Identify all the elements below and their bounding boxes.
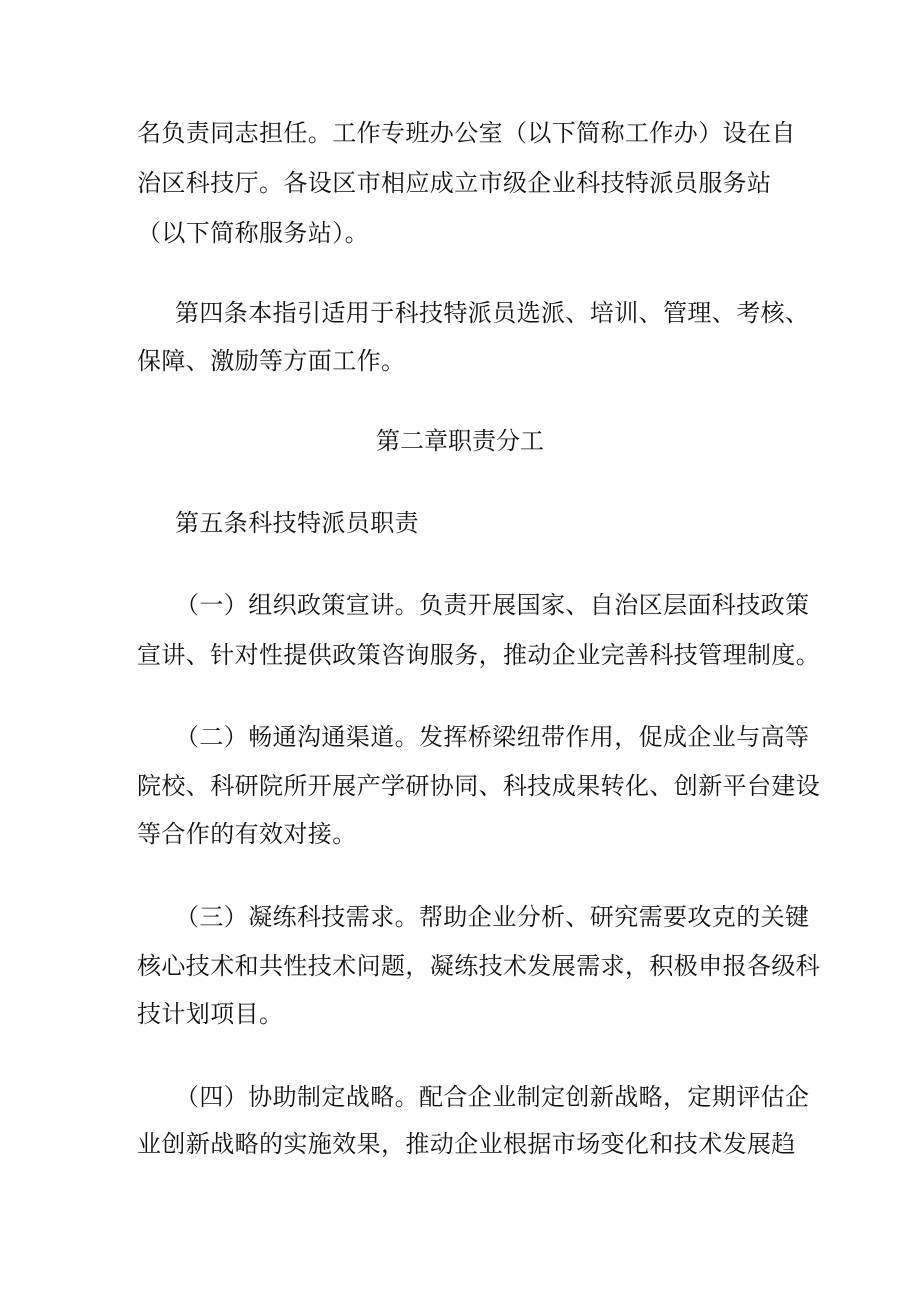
paragraph-line: 名负责同志担任。工作专班办公室（以下简称工作办）设在自: [137, 119, 796, 147]
item-2-line: 院校、科研院所开展产学研协同、科技成果转化、创新平台建设: [137, 772, 821, 800]
article-5-title: 第五条科技特派员职责: [175, 509, 419, 537]
item-2-line: （二）畅通沟通渠道。发挥桥梁纽带作用，促成企业与高等: [175, 723, 810, 751]
item-4-line: 业创新战略的实施效果，推动企业根据市场变化和技术发展趋: [137, 1130, 796, 1158]
article-4-line: 保障、激励等方面工作。: [137, 347, 406, 375]
item-1-line: （一）组织政策宣讲。负责开展国家、自治区层面科技政策: [175, 591, 810, 619]
paragraph-line: （以下简称服务站）。: [137, 219, 369, 247]
article-4-line: 第四条本指引适用于科技特派员选派、培训、管理、考核、: [175, 299, 810, 327]
paragraph-line: 治区科技厅。各设区市相应成立市级企业科技特派员服务站: [137, 169, 772, 197]
item-3-line: 技计划项目。: [137, 1000, 284, 1028]
item-3-line: （三）凝练科技需求。帮助企业分析、研究需要攻克的关键: [175, 903, 810, 931]
item-3-line: 核心技术和共性技术问题，凝练技术发展需求，积极申报各级科: [137, 952, 821, 980]
item-4-line: （四）协助制定战略。配合企业制定创新战略，定期评估企: [175, 1083, 810, 1111]
item-2-line: 等合作的有效对接。: [137, 820, 357, 848]
chapter-title: 第二章职责分工: [376, 427, 544, 455]
item-1-line: 宣讲、针对性提供政策咨询服务，推动企业完善科技管理制度。: [137, 641, 821, 669]
